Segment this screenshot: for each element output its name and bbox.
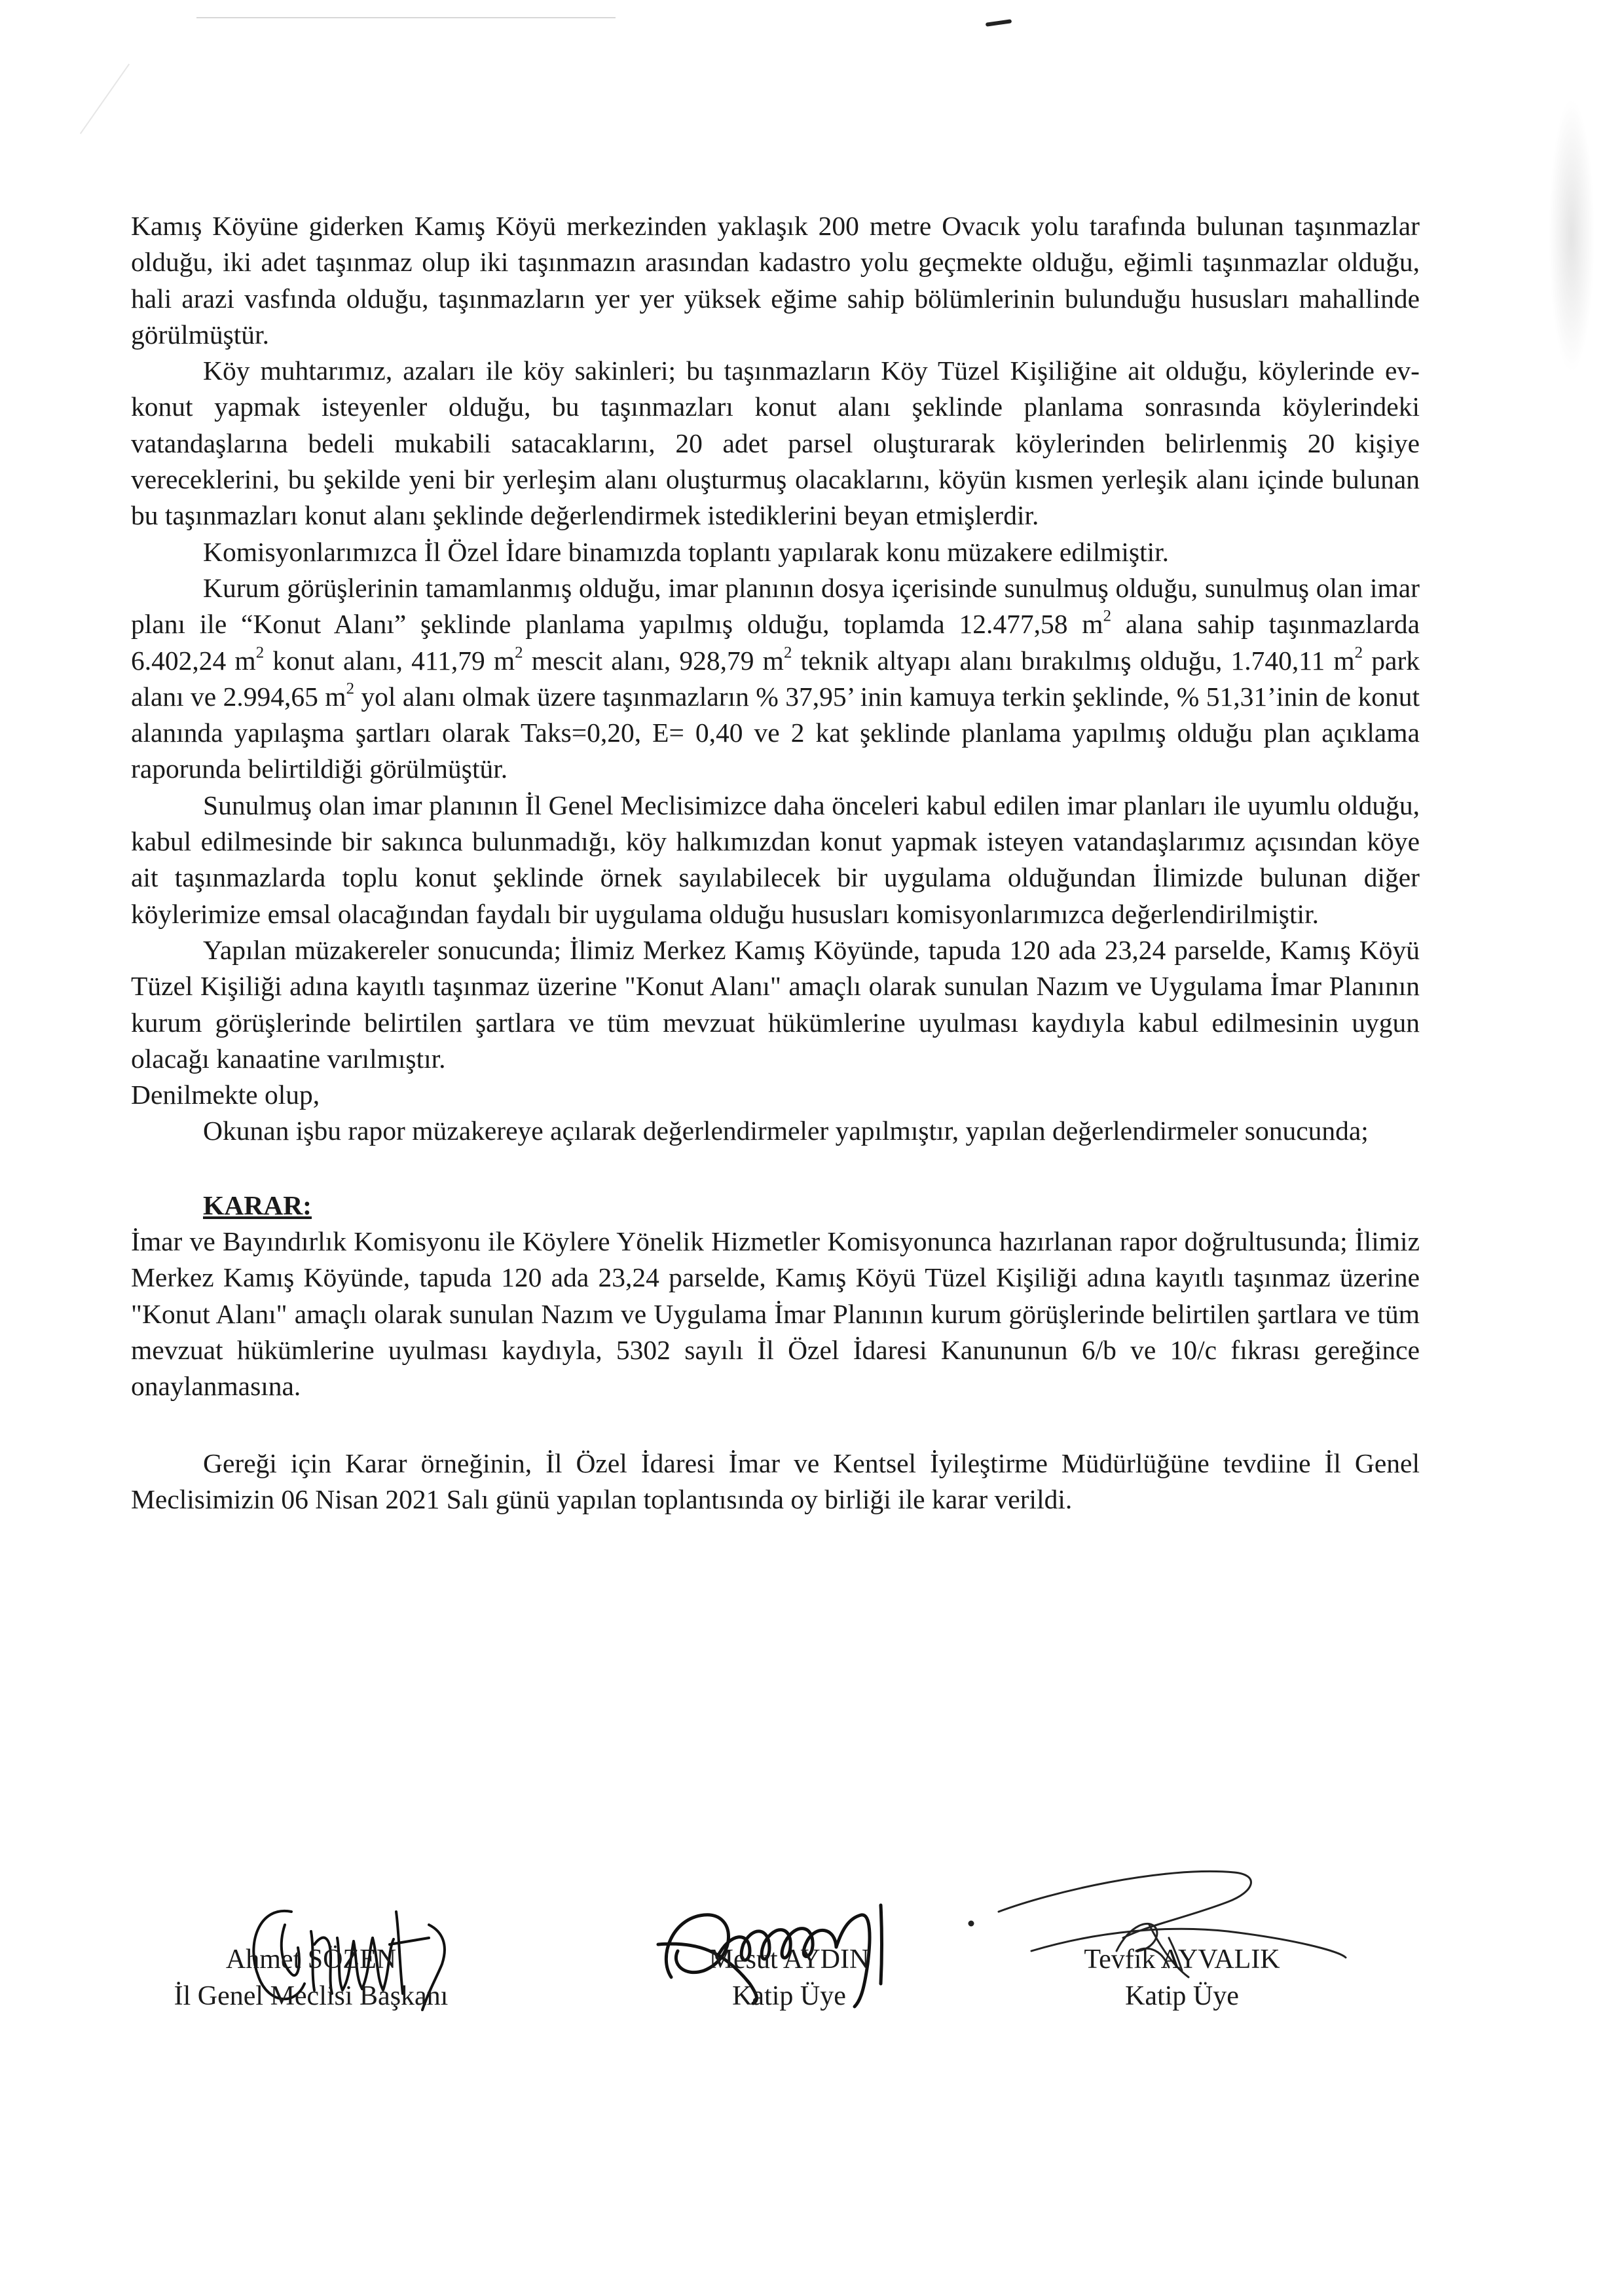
paragraph-distribution: Gereği için Karar örneğinin, İl Özel İdaresi İmar ve Kentsel İyileştirme Müdürlüğüne tevdiine İl Genel Meclisimizin 06 Nisan 2021 Salı günü yapılan toplantısında oy birliği ile karar verildi.: [131, 1448, 1420, 1514]
paragraph-closing: Denilmekte olup,: [131, 1080, 320, 1110]
paragraph-commission-meeting: Komisyonlarımızca İl Özel İdare binamızda toplantı yapılarak konu müzakere edilmiştir.: [203, 536, 1170, 567]
scan-scratch: [80, 64, 130, 134]
paragraph-report-read: Okunan işbu rapor müzakereye açılarak değerlendirmeler yapılmıştır, yapılan değerlendirmeler sonucunda;: [203, 1116, 1369, 1146]
unit-exponent: 2: [346, 680, 355, 698]
unit-exponent: 2: [255, 643, 265, 661]
unit-exponent: 2: [1354, 643, 1363, 661]
paragraph-plan-details: [131, 570, 1420, 788]
plan-text: alana sahip taşınmazlarda 6.402,24 m: [131, 609, 1420, 676]
paragraph-decision: İmar ve Bayındırlık Komisyonu ile Köylere Yönelik Hizmetler Komisyonunca hazırlanan rapor doğrultusunda; İlimiz Merkez Kamış Köyünde, tapuda 120 ada 23,24 parselde, Kamış Köyü Tüzel Kişiliği adına kayıtlı taşınmaz üzerine "Konut Alanı" amaçlı olarak sunulan Nazım ve Uygulama İmar Planının kurum görüşlerinde belirtilen şartlara ve tüm mevzuat hükümlerine uyulması kaydıyla, 5302 sayılı İl Özel İdaresi Kanununun 6/b ve 10/c fıkrası gereğince onaylanmasına.: [131, 1226, 1420, 1402]
signatory-title: Katip Üye: [1125, 1981, 1239, 2011]
signatory-name: Ahmet SÖZEN: [225, 1944, 397, 1975]
paragraph-site-inspection: Kamış Köyüne giderken Kamış Köyü merkezinden yaklaşık 200 metre Ovacık yolu tarafında bulunan taşınmazlar olduğu, iki adet taşınmaz olup iki taşınmazın arasından kadastro yolu geçmekte olduğu, eğimli taşınmazlar olduğu, hali arazi vasfında olduğu, taşınmazların yer yer yüksek eğime sahip bölümlerinin bulunduğu hususları mahallinde görülmüştür.: [131, 211, 1420, 350]
signatory-clerk-2: [1012, 1941, 1352, 2014]
signatory-name: Tevfik AYVALIK: [1084, 1944, 1280, 1975]
signatory-title: Katip Üye: [732, 1981, 846, 2011]
section-gap: [131, 1405, 1420, 1446]
scan-smudge: [1549, 98, 1595, 373]
paragraph-village-statement: Köy muhtarımız, azaları ile köy sakinleri; bu taşınmazların Köy Tüzel Kişiliğine ait olduğu, köylerinde ev-konut yapmak isteyenler olduğu, bu taşınmazları konut alanı şeklinde planlama sonrasında köylerindeki vatandaşlarına bedeli mukabili satacaklarını, 20 adet parsel oluşturarak köylerinden belirlenmiş 20 kişiye vereceklerini, bu şekilde yeni bir yerleşim alanı oluşturmuş olacaklarını, köyün kısmen yerleşik alanı içinde bulunan bu taşınmazları konut alanı şeklinde değerlendirmek istediklerini beyan etmişlerdir.: [131, 355, 1420, 531]
decision-heading: KARAR:: [203, 1190, 312, 1220]
scan-top-rule: [196, 17, 616, 18]
section-gap: [131, 1150, 1420, 1188]
unit-exponent: 2: [515, 643, 523, 661]
plan-text: yol alanı olmak üzere taşınmazların % 37,95’ inin kamuya terkin şeklinde, % 51,31’inin de konut alanında yapılaşma şartları olarak Taks=0,20, E= 0,40 ve 2 kat şeklinde planlama yapılmış olduğu plan açıklama raporunda belirtildiği görülmüştür.: [131, 681, 1420, 784]
plan-text: Kurum görüşlerinin tamamlanmış olduğu, imar planının dosya içerisinde sunulmuş olduğu, sunulmuş olan imar planı ile “Konut Alanı” şeklinde planlama yapılmış olduğu, toplamda 12.477,58 m: [131, 572, 1420, 640]
plan-text: konut alanı, 411,79 m: [264, 645, 515, 676]
plan-text: park alanı ve 2.994,65 m: [131, 645, 1420, 712]
signatory-title: İl Genel Meclisi Başkanı: [174, 1981, 449, 2011]
scan-ink-mark: [986, 19, 1012, 27]
paragraph-conclusion: Yapılan müzakereler sonucunda; İlimiz Merkez Kamış Köyünde, tapuda 120 ada 23,24 parselde, Kamış Köyü Tüzel Kişiliği adına kayıtlı taşınmaz üzerine "Konut Alanı" amaçlı olarak sunulan Nazım ve Uygulama İmar Planının kurum görüşlerinde belirtilen şartlara ve tüm mevzuat hükümlerine uyulması kaydıyla kabul edilmesinin uygun olacağı kanaatine varılmıştır.: [131, 934, 1420, 1074]
document-body: [131, 208, 1420, 1518]
signatory-clerk-1: [619, 1941, 959, 2014]
plan-text: teknik altyapı alanı bırakılmış olduğu, 1.740,11 m: [792, 645, 1355, 676]
signatory-name: Mesut AYDIN: [709, 1944, 870, 1975]
plan-text: mescit alanı, 928,79 m: [523, 645, 784, 676]
paragraph-evaluation: Sunulmuş olan imar planının İl Genel Meclisimizce daha önceleri kabul edilen imar planları ile uyumlu olduğu, kabul edilmesinde bir sakınca bulunmadığı, köy halkımızdan konut yapmak isteyen vatandaşlarımız açısından köye ait taşınmazlarda toplu konut şeklinde örnek sayılabilecek bir uygulama olduğundan İlimizde bulunan diğer köylerimize emsal olacağından faydalı bir uygulama olduğu hususları komisyonlarımızca değerlendirilmiştir.: [131, 790, 1420, 929]
signatory-chairman: [141, 1941, 481, 2014]
unit-exponent: 2: [783, 643, 792, 661]
unit-exponent: 2: [1103, 607, 1112, 625]
